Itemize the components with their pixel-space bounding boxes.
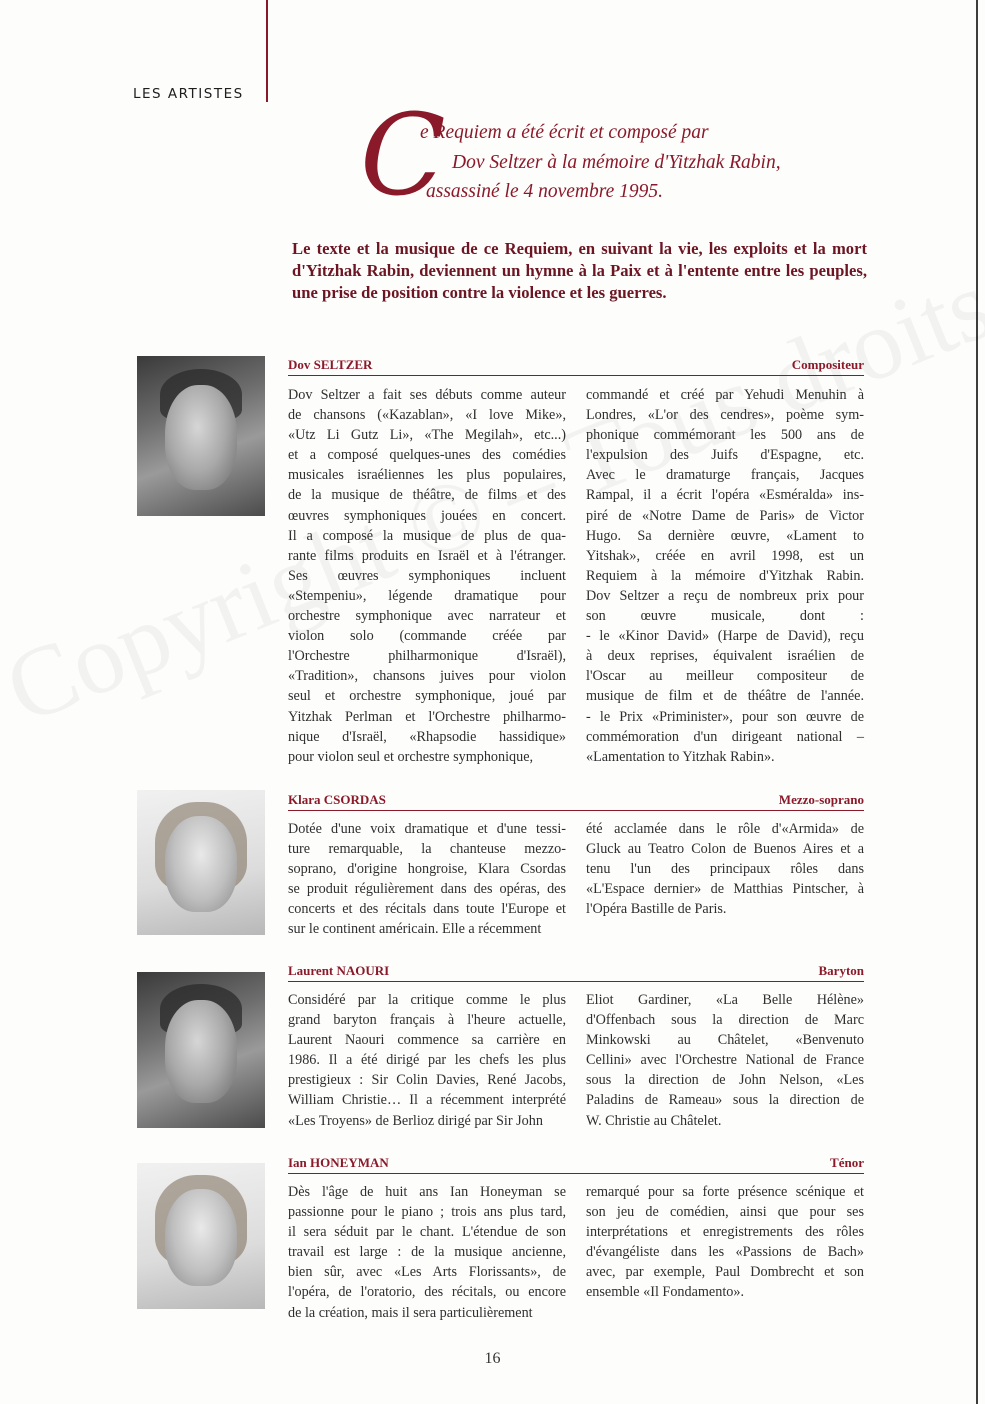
bio-line: de chansons («Kazablan», «I love Mike», [288, 407, 566, 424]
artist-photo [137, 790, 265, 935]
bio-line: l'Opéra Bastille de Paris. [586, 901, 727, 918]
bio-line: rante films produits en Israël et à l'étranger. [288, 547, 566, 564]
bio-line: l'expulsion des Juifs d'Espagne, etc. [586, 447, 864, 464]
bio-line: pour violon seul et orchestre symphonique, [288, 748, 534, 765]
intro-line: Dov Seltzer à la mémoire d'Yitzhak Rabin, [452, 151, 781, 173]
bio-column-left [288, 819, 566, 940]
artist-role: Compositeur [791, 357, 864, 372]
bio-column-right [586, 1182, 864, 1303]
bio-line: sur le continent américain. Elle a récemment [288, 921, 542, 938]
bio-line: Yitzhak Perlman et l'Orchestre philharmo- [288, 708, 566, 725]
artist-role: Mezzo-soprano [778, 792, 864, 807]
bio-line: son œuvre musicale, dont : [586, 608, 864, 625]
bio-line: prestigieux : Sir Colin Davies, René Jacobs, [288, 1072, 566, 1089]
bio-line: Gluck au Teatro Colon de Buenos Aires et a [586, 841, 864, 858]
bio-line: de la musique de théâtre, de films et des [288, 487, 566, 504]
bio-line: Yitshak», créée en avril 1998, est un [586, 547, 864, 564]
bio-line: œuvres symphoniques jouées en concert. [288, 507, 566, 524]
bio-line: violon solo (commande créée par [288, 628, 566, 645]
bio-line: - le «Kinor David» (Harpe de David), reçu [586, 628, 864, 645]
bio-line: il sera séduit par le chant. L'étendue de son [288, 1224, 566, 1241]
artist-header [288, 961, 864, 982]
page-number: 16 [484, 1350, 501, 1367]
vertical-rule [266, 0, 268, 102]
bio-line: Il a composé la musique de plus de qua- [288, 527, 566, 544]
bio-line: Avec le dramaturge français, Jacques [586, 467, 864, 484]
bio-line: «Les Troyens» de Berlioz dirigé par Sir John [288, 1112, 543, 1129]
bio-line: d'Offenbach sous la direction de Marc [586, 1012, 864, 1029]
bio-column-right [586, 385, 864, 767]
artist-name: Dov SELTZER [288, 357, 373, 372]
bio-line: Paladins de Rameau» sous la direction de [586, 1092, 864, 1109]
bio-line: Considéré par la critique comme le plus [288, 992, 566, 1008]
bio-line: sous la direction de John Nelson, «Les [586, 1072, 864, 1089]
bio-line: «Utz Li Gutz Li», «The Megilah», etc...) [288, 427, 566, 444]
artist-name: Klara CSORDAS [288, 792, 386, 807]
bio-line: d'évangéliste dans les «Passions de Bach» [586, 1244, 864, 1261]
bio-column-left [288, 990, 566, 1131]
bio-line: concerts et des récitals dans toute l'Europe et [288, 901, 566, 918]
bio-line: passionne pour le piano ; trois ans plus tard, [288, 1204, 566, 1221]
bio-line: Eliot Gardiner, «La Belle Hélène» [586, 992, 864, 1008]
bio-line: Dès l'âge de huit ans Ian Honeyman se [288, 1184, 566, 1200]
intro-line: assassiné le 4 novembre 1995. [426, 181, 664, 202]
bio-line: Londres, «L'or des cendres», poème sym- [586, 407, 864, 424]
bio-line: «Tradition», chansons juives pour violon [288, 668, 566, 685]
bio-line: l'opéra, de l'oratorio, des récitals, ou encore [288, 1284, 566, 1301]
artist-name: Laurent NAOURI [288, 963, 390, 978]
bio-line: phonique commémorant les 500 ans de [586, 427, 864, 444]
bio-line: 1986. Il a été dirigé par les chefs les plus [288, 1052, 566, 1069]
bio-line: musicales israéliennes les plus populaires, [288, 467, 566, 484]
bio-line: ture remarquable, la chanteuse mezzo- [288, 841, 566, 858]
artist-photo [137, 1163, 265, 1309]
scan-edge [976, 0, 978, 1404]
bio-line: musique de film et de théâtre de l'année. [586, 688, 864, 705]
bio-line: de la création, mais il sera particulièrement [288, 1304, 533, 1321]
bio-line: Cellini» avec l'Orchestre National de France [586, 1052, 864, 1069]
lead-paragraph: Le texte et la musique de ce Requiem, en suivant la vie, les exploits et la mort d'Yitzhak Rabin, deviennent un hymne à la Paix et à l'entente entre les peuples, une prise de position contre la violence et les guerres. [292, 239, 867, 302]
bio-line: Laurent Naouri commence sa carrière en [288, 1032, 566, 1049]
artist-photo [137, 356, 265, 516]
bio-line: et a composé quelques-unes des comédies [288, 447, 566, 464]
bio-line: Dov Seltzer a reçu de nombreux prix pour [586, 587, 864, 604]
bio-line: Ses œuvres symphoniques incluent [288, 567, 566, 584]
artist-header [288, 790, 864, 811]
bio-line: Hugo. Sa dernière œuvre, «Lament to [586, 527, 864, 544]
bio-line: «L'Espace dernier» de Matthias Pintscher, à [586, 881, 864, 898]
bio-column-left [288, 385, 566, 767]
bio-line: W. Christie au Châtelet. [586, 1112, 722, 1129]
bio-line: Dotée d'une voix dramatique et d'une tessi- [288, 821, 566, 837]
bio-line: interprétations et enregistrements des rôles [586, 1224, 864, 1241]
bio-line: tenu l'un des principaux rôles dans [586, 861, 864, 878]
bio-line: commémoration d'un dirigeant national – [586, 728, 864, 745]
artist-header [288, 1153, 864, 1174]
bio-line: travail est large : de la musique ancienne, [288, 1244, 566, 1261]
bio-line: Minkowski au Châtelet, «Benvenuto [586, 1032, 864, 1049]
bio-line: commandé et créé par Yehudi Menuhin à [586, 387, 864, 403]
bio-column-left [288, 1182, 566, 1323]
bio-line: été acclamée dans le rôle d'«Armida» de [586, 821, 864, 837]
bio-line: remarqué pour sa forte présence scénique et [586, 1184, 864, 1200]
bio-line: «Stempeniu», légende dramatique pour [288, 587, 566, 604]
bio-line: l'Orchestre philharmonique d'Israël), [288, 648, 566, 665]
artist-role: Ténor [830, 1155, 864, 1170]
bio-column-right [586, 819, 864, 919]
bio-line: avec, par exemple, Paul Dombrecht et son [586, 1264, 864, 1281]
bio-line: à deux reprises, équivalent israélien de [586, 648, 864, 665]
bio-line: nique d'Israël, «Rhapsodie hassidique» [288, 728, 566, 745]
bio-line: soprano, d'origine hongroise, Klara Csordas [288, 861, 566, 878]
intro-line: e Requiem a été écrit et composé par [420, 122, 709, 143]
bio-line: l'Oscar au meilleur compositeur de [586, 668, 864, 685]
intro-quote [420, 118, 870, 207]
bio-line: ensemble «Il Fondamento». [586, 1284, 745, 1301]
bio-line: son jeu de comédien, ainsi que pour ses [586, 1204, 864, 1221]
bio-line: «Lamentation to Yitzhak Rabin». [586, 748, 775, 765]
bio-line: seul et orchestre symphonique, joué par [288, 688, 566, 705]
artist-name: Ian HONEYMAN [288, 1155, 389, 1170]
bio-line: piré de «Notre Dame de Paris» de Victor [586, 507, 864, 524]
bio-line: orchestre symphonique avec narrateur et [288, 608, 566, 625]
artist-role: Baryton [818, 963, 864, 978]
bio-line: bien sûr, avec «Les Arts Florissants», de [288, 1264, 566, 1281]
bio-line: grand baryton français à l'heure actuelle, [288, 1012, 566, 1029]
bio-line: Dov Seltzer a fait ses débuts comme auteur [288, 387, 566, 403]
bio-line: Requiem à la mémoire d'Yitzhak Rabin. [586, 567, 864, 584]
artist-header [288, 355, 864, 376]
bio-line: Rampal, il a écrit l'opéra «Esméralda» ins- [586, 487, 864, 504]
bio-line: William Christie… Il a récemment interprété [288, 1092, 566, 1109]
drop-cap: C [360, 91, 446, 221]
bio-column-right [586, 990, 864, 1131]
artist-photo [137, 972, 265, 1128]
section-label: LES ARTISTES [133, 86, 244, 102]
bio-line: se produit régulièrement dans des opéras, des [288, 881, 566, 898]
bio-line: - le Prix «Priminister», pour son œuvre de [586, 708, 864, 725]
